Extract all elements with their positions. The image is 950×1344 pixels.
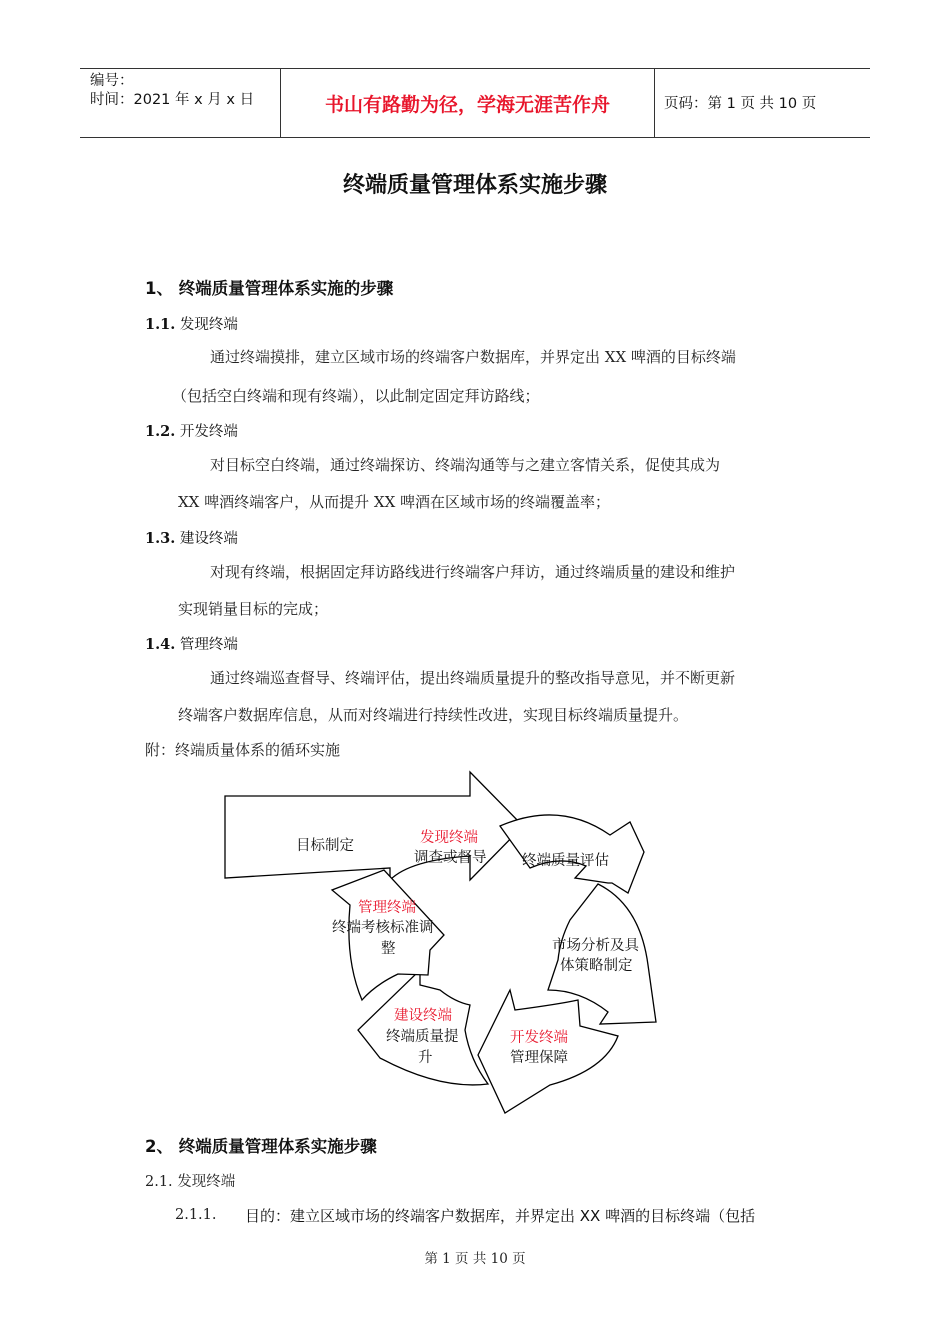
item-label: 发现终端 bbox=[179, 317, 238, 333]
label-target: 目标制定 bbox=[296, 838, 354, 854]
item-number: 1.4. bbox=[145, 636, 176, 653]
label-manage-2: 整 bbox=[381, 941, 396, 957]
label-manage-red: 管理终端 bbox=[358, 900, 416, 916]
label-build-2: 升 bbox=[418, 1050, 433, 1066]
label-market-2: 体策略制定 bbox=[560, 958, 633, 974]
item-number: 1.1. bbox=[145, 316, 176, 333]
document-title: 终端质量管理体系实施步骤 bbox=[342, 173, 607, 198]
item-label: 管理终端 bbox=[179, 637, 238, 653]
paragraph-line: 对目标空白终端，通过终端探访、终端沟通等与之建立客情关系，促使其成为 bbox=[210, 456, 721, 474]
paragraph-line: 对现有终端，根据固定拜访路线进行终端客户拜访，通过终端质量的建设和维护 bbox=[210, 563, 736, 581]
label-manage-1: 终端考核标准调 bbox=[332, 920, 434, 936]
label-build-1: 终端质量提 bbox=[386, 1029, 459, 1045]
section-2-heading: 2、 终端质量管理体系实施步骤 bbox=[145, 1137, 377, 1156]
header-motto: 书山有路勤为径，学海无涯苦作舟 bbox=[324, 94, 610, 116]
item-2-1-1-text: 目的：建立区域市场的终端客户数据库，并界定出 XX 啤酒的目标终端（包括 bbox=[245, 1207, 756, 1225]
label-find-black: 调查或督导 bbox=[414, 850, 487, 866]
label-market-1: 市场分析及具 bbox=[552, 938, 639, 954]
item-2-1-1-number: 2.1.1. bbox=[175, 1207, 217, 1223]
label-develop-red: 开发终端 bbox=[510, 1030, 568, 1046]
header-date-label: 时间：2021 年 x 月 x 日 bbox=[90, 92, 255, 108]
paragraph-line: （包括空白终端和现有终端），以此制定固定拜访路线； bbox=[172, 387, 540, 405]
header-page-label: 页码：第 1 页 共 10 页 bbox=[664, 96, 817, 112]
paragraph-line: 终端客户数据库信息，从而对终端进行持续性改进，实现目标终端质量提升。 bbox=[178, 706, 689, 724]
label-evaluate: 终端质量评估 bbox=[522, 853, 609, 869]
paragraph-line: 实现销量目标的完成； bbox=[178, 600, 329, 618]
appendix-caption: 附：终端质量体系的循环实施 bbox=[145, 741, 341, 759]
paragraph-line: XX 啤酒终端客户，从而提升 XX 啤酒在区域市场的终端覆盖率； bbox=[178, 493, 611, 511]
item-label: 发现终端 bbox=[177, 1174, 236, 1190]
label-build-red: 建设终端 bbox=[394, 1008, 452, 1024]
header-number-label: 编号： bbox=[90, 73, 134, 89]
item-label: 建设终端 bbox=[179, 531, 238, 547]
arrow-build-terminal bbox=[358, 970, 488, 1085]
item-2-1-heading bbox=[145, 1170, 235, 1191]
label-find-red: 发现终端 bbox=[420, 830, 478, 846]
item-number: 1.2. bbox=[145, 423, 176, 440]
paragraph-line: 通过终端巡查督导、终端评估，提出终端质量提升的整改指导意见，并不断更新 bbox=[210, 669, 736, 687]
item-label: 开发终端 bbox=[179, 424, 238, 440]
label-develop-black: 管理保障 bbox=[510, 1050, 568, 1066]
item-number: 2.1. bbox=[145, 1174, 173, 1190]
section-1-heading: 1、 终端质量管理体系实施的步骤 bbox=[145, 279, 394, 298]
page-footer: 第 1 页 共 10 页 bbox=[424, 1251, 526, 1267]
item-number: 1.3. bbox=[145, 530, 176, 547]
paragraph-line: 通过终端摸排，建立区域市场的终端客户数据库，并界定出 XX 啤酒的目标终端 bbox=[210, 348, 736, 366]
